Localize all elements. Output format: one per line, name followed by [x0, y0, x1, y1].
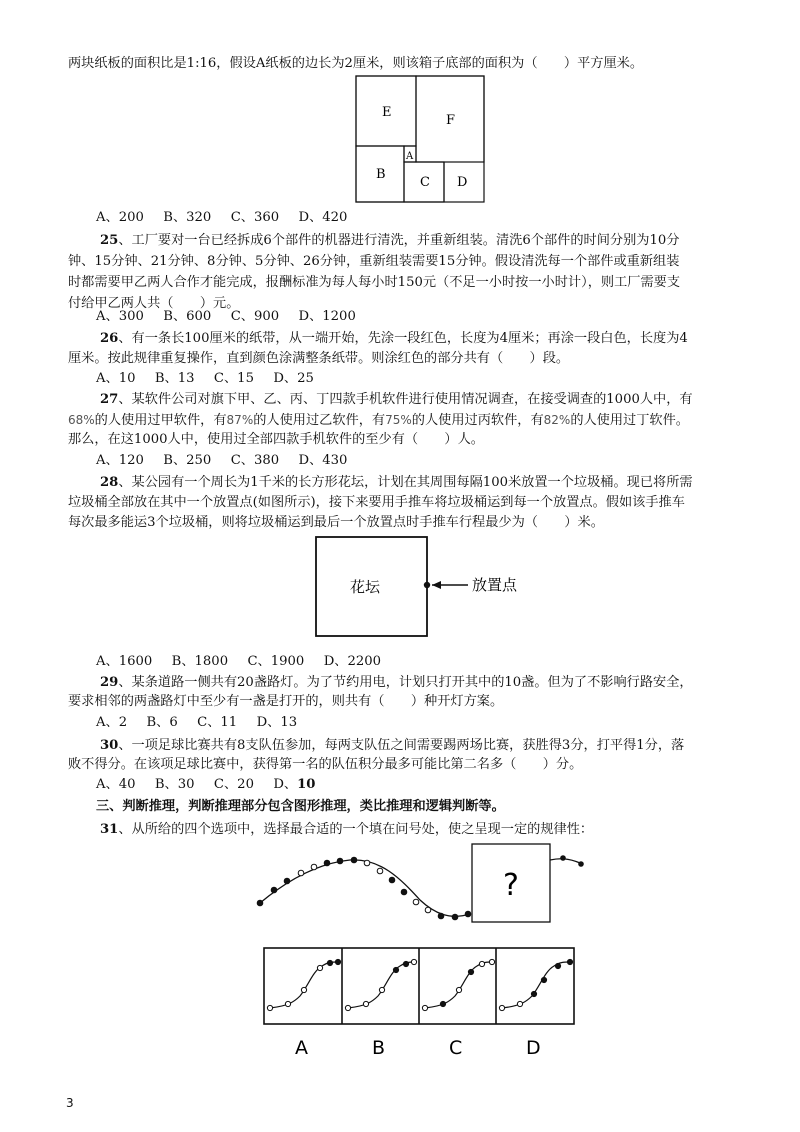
q28-line1	[100, 474, 693, 492]
q29-options: A、2 B、6 C、11 D、13	[96, 715, 298, 730]
q30-options-prefix: A、40 B、30 C、20 D、	[96, 777, 298, 792]
q27-line2	[68, 411, 689, 430]
q24-box-figure	[350, 74, 490, 206]
q28-options: A、1600 B、1800 C、1900 D、2200	[96, 654, 382, 669]
garden-label: 花坛	[350, 578, 381, 596]
q26-line1	[100, 330, 688, 348]
percent-68: 68%	[68, 413, 95, 427]
q28-line2: 垃圾桶全部放在其中一个放置点(如图所示)，接下来要用手推车将垃圾桶运到每一个放置点。假如该手推车	[68, 495, 685, 510]
q25-text1: 、工厂要对一台已经拆成6个部件的机器进行清洗，并重新组装。清洗6个部件的时间分别为10分	[118, 233, 680, 248]
question-mark-icon: ?	[503, 868, 519, 903]
q26-options: A、10 B、13 C、15 D、25	[96, 371, 314, 386]
q28-text1: 、某公园有一个周长为1千米的长方形花坛，计划在其周围每隔100米放置一个垃圾桶。现已将所需	[118, 475, 693, 490]
q28-line3: 每次最多能运3个垃圾桶，则将垃圾桶运到最后一个放置点时手推车行程最少为（ ）米。	[68, 515, 604, 530]
q27-text1: 、某软件公司对旗下甲、乙、丙、丁四款手机软件进行使用情况调查，在接受调查的1000人中，有	[118, 392, 693, 407]
q29-text1: 、某条道路一侧共有20盏路灯。为了节约用电，计划只打开其中的10盏。但为了不影响行路安全，	[118, 675, 693, 690]
q27-t2: 的人使用过乙软件，有	[253, 413, 386, 428]
q31-line1	[100, 821, 593, 839]
percent-82: 82%	[543, 413, 571, 427]
label-E: E	[382, 105, 392, 120]
question-number: 25	[100, 233, 119, 248]
question-number: 31	[100, 822, 119, 837]
q30-line2: 败不得分。在该项足球比赛中，获得第一名的队伍积分最多可能比第二名多（ ）分。	[68, 757, 583, 772]
q26-line2: 厘米。按此规律重复操作，直到颜色涂满整条纸带。则涂红色的部分共有（ ）段。	[68, 351, 570, 366]
q27-options: A、120 B、250 C、380 D、430	[96, 453, 348, 468]
q30-line1	[100, 737, 684, 755]
choice-label-b[interactable]: B	[372, 1037, 386, 1059]
q25-line1	[100, 232, 679, 250]
q30-option-d-value: 10	[297, 777, 316, 792]
percent-87: 87%	[226, 413, 254, 427]
section-heading: 三、判断推理，判断推理部分包含图形推理，类比推理和逻辑判断等。	[96, 799, 505, 814]
q30-text1: 、一项足球比赛共有8支队伍参加，每两支队伍之间需要踢两场比赛，获胜得3分，打平得1分，落	[118, 738, 685, 753]
q25-line3: 时都需要甲乙两人合作才能完成，报酬标准为每人每小时150元（不足一小时按一小时计），则工厂需要支	[68, 275, 681, 290]
q28-garden-figure	[310, 534, 540, 644]
q25-line2: 钟、15分钟、21分钟、8分钟、5分钟、26分钟，重新组装需要15分钟。假设清洗每一个部件或重新组装	[68, 254, 680, 269]
question-number: 29	[100, 675, 119, 690]
q24-text: 两块纸板的面积比是1:16，假设A纸板的边长为2厘米，则该箱子底部的面积为（ ）平方厘米。	[68, 56, 644, 71]
q27-t1: 的人使用过甲软件，有	[94, 413, 227, 428]
page-number: 3	[66, 1096, 74, 1110]
option-a-curve[interactable]	[267, 959, 340, 1010]
label-C: C	[420, 175, 430, 190]
choice-label-a[interactable]: A	[295, 1037, 308, 1059]
q31-options-figure	[258, 946, 598, 1066]
option-d-curve[interactable]	[499, 959, 572, 1010]
label-D: D	[457, 175, 468, 190]
q30-options	[96, 776, 315, 794]
q31-text1: 、从所给的四个选项中，选择最合适的一个填在问号处，使之呈现一定的规律性：	[118, 822, 594, 837]
q25-options: A、300 B、600 C、900 D、1200	[96, 309, 356, 324]
q27-line3: 那么，在这1000人中，使用过全部四款手机软件的至少有（ ）人。	[68, 432, 484, 447]
option-c-curve[interactable]	[422, 959, 494, 1010]
placement-label: 放置点	[472, 576, 518, 594]
question-number: 30	[100, 738, 119, 753]
q27-t3: 的人使用过丙软件，有	[411, 413, 544, 428]
choice-label-c[interactable]: C	[449, 1037, 463, 1059]
percent-75: 75%	[385, 413, 412, 427]
q27-t4: 的人使用过丁软件。	[570, 413, 689, 428]
placement-point	[424, 582, 430, 588]
question-number: 26	[100, 331, 119, 346]
label-A: A	[406, 151, 414, 162]
choice-label-d[interactable]: D	[526, 1037, 541, 1059]
option-b-curve[interactable]	[345, 959, 416, 1010]
label-F: F	[446, 113, 456, 128]
q31-wave-figure	[250, 838, 600, 928]
question-number: 27	[100, 392, 119, 407]
q27-line1	[100, 391, 693, 409]
q25-line4: 付给甲乙两人共（ ）元。	[68, 296, 240, 311]
question-number: 28	[100, 475, 119, 490]
q29-line1	[100, 674, 693, 692]
q26-text1: 、有一条长100厘米的纸带，从一端开始，先涂一段红色，长度为4厘米；再涂一段白色，长度为4	[118, 331, 688, 346]
q24-options: A、200 B、320 C、360 D、420	[96, 210, 348, 225]
label-B: B	[376, 167, 386, 182]
q29-line2: 要求相邻的两盏路灯中至少有一盏是打开的，则共有（ ）种开灯方案。	[68, 694, 504, 709]
